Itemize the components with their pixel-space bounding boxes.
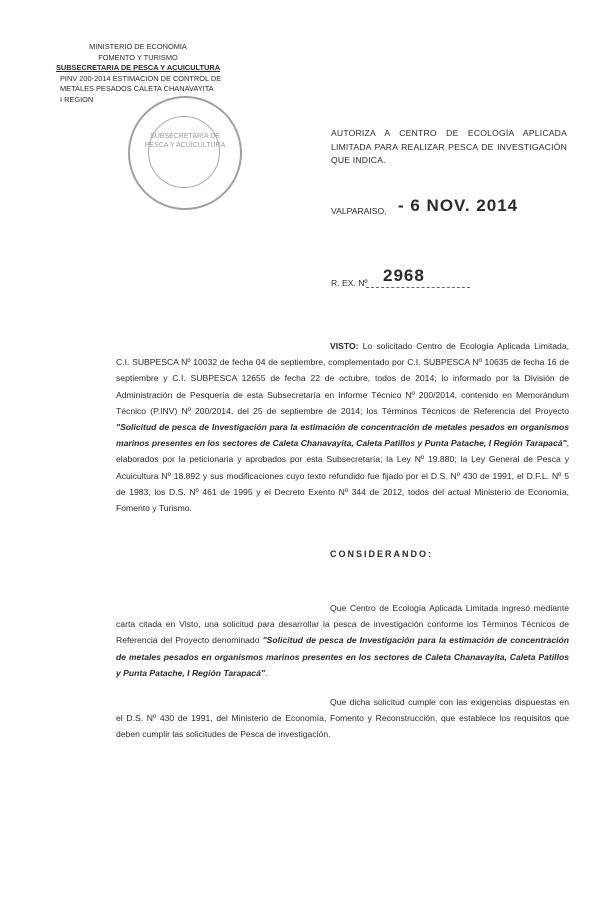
visto-project-title: "Solicitud de pesca de Investigación para la estimación de concentración de metales pesados en organismos marinos presentes en los sectores de Caleta Chanavayita, Caleta Patillos y Punta Patache, I Región Tarapacá" xyxy=(116,422,569,449)
header-line-reference-2: METALES PESADOS CALETA CHANAVAYITA xyxy=(60,84,214,94)
c1-text-1: Que Centro de Ecología Aplicada Limitada ingresó mediante carta citada en Visto, una solicitud para desarrollar la pesca de investigación conforme los Términos Técnicos de Referencia del Proyecto denominado xyxy=(116,603,569,646)
visto-text-1: Lo solicitado Centro de Ecología Aplicada Limitada, C.I. SUBPESCA Nº 10032 de fecha 04 de septiembre, complementado por C.I. SUBPESCA Nº 10635 de fecha 16 de septiembre y C.I. SUBPESCA 12655 de fecha 22 de octubre, todos de 2014; lo informado por la División de Administración de Pesquería de esta Subsecretaría en Informe Técnico Nº 200/2014, contenido en Memorándum Técnico (P.INV) Nº 200/2014, del 25 de septiembre de 2014; los Términos Técnicos de Referencia del Proyecto xyxy=(116,341,569,416)
seal-text: SUBSECRETARIA DE PESCA Y ACUICULTURA xyxy=(144,133,226,149)
place-label: VALPARAISO, xyxy=(331,206,387,216)
visto-text-2: , elaborados por la peticionaria y aprobados por esta Subsecretaría; la Ley Nº 19.880; la Ley General de Pesca y Acuicultura Nº 18.892 y sus modificaciones cuyo texto refundido fue fijado por el D.S. Nº 430 de 1991, el D.F.L. Nº 5 de 1983, los D.S. Nº 461 de 1995 y el Decreto Exento Nº 344 de 2012, todos del actual Ministerio de Economía, Fomento y Turismo. xyxy=(116,438,569,514)
considerando-paragraph-2: Que dicha solicitud cumple con las exigencias dispuestas en el D.S. Nº 430 de 1991, del Ministerio de Economía, Fomento y Reconstrucción, que establece los requisitos que deben cumplir las solicitudes de Pesca de investigación. xyxy=(116,697,569,740)
rex-number: 2968 xyxy=(383,266,425,285)
considerando-heading: CONSIDERANDO: xyxy=(330,549,434,559)
official-seal xyxy=(128,96,242,210)
rex-label: R. EX. Nº xyxy=(331,278,368,288)
c1-project-title: "Solicitud de pesca de Investigación para la estimación de concentración de metales pesados en organismos marinos presentes en los sectores de Caleta Chanavayita, Caleta Patillos y Punta Patache, I Región Tarapacá" xyxy=(116,635,569,678)
c1-text-2: . xyxy=(264,667,268,678)
ministry-header xyxy=(38,42,238,106)
header-line-region: I REGION xyxy=(60,94,94,104)
header-line-fomento: FOMENTO Y TURISMO xyxy=(98,52,178,62)
subject-text: AUTORIZA A CENTRO DE ECOLOGÍA APLICADA LIMITADA PARA REALIZAR PESCA DE INVESTIGACIÓN QUE INDICA. xyxy=(331,128,567,166)
visto-label: VISTO: xyxy=(330,341,359,351)
visto-paragraph xyxy=(116,338,569,516)
date-stamp: - 6 NOV. 2014 xyxy=(398,196,519,215)
header-line-ministry: MINISTERIO DE ECONOMIA xyxy=(89,42,187,51)
considerando-paragraph-1 xyxy=(116,600,569,681)
rex-underline xyxy=(366,287,470,288)
header-line-subsecretaria: SUBSECRETARIA DE PESCA Y ACUICULTURA xyxy=(55,63,221,73)
seal-inner-ring xyxy=(148,116,220,188)
visto-body xyxy=(116,338,569,516)
header-line-reference: PINV 200-2014 ESTIMACION DE CONTROL DE xyxy=(60,73,222,83)
